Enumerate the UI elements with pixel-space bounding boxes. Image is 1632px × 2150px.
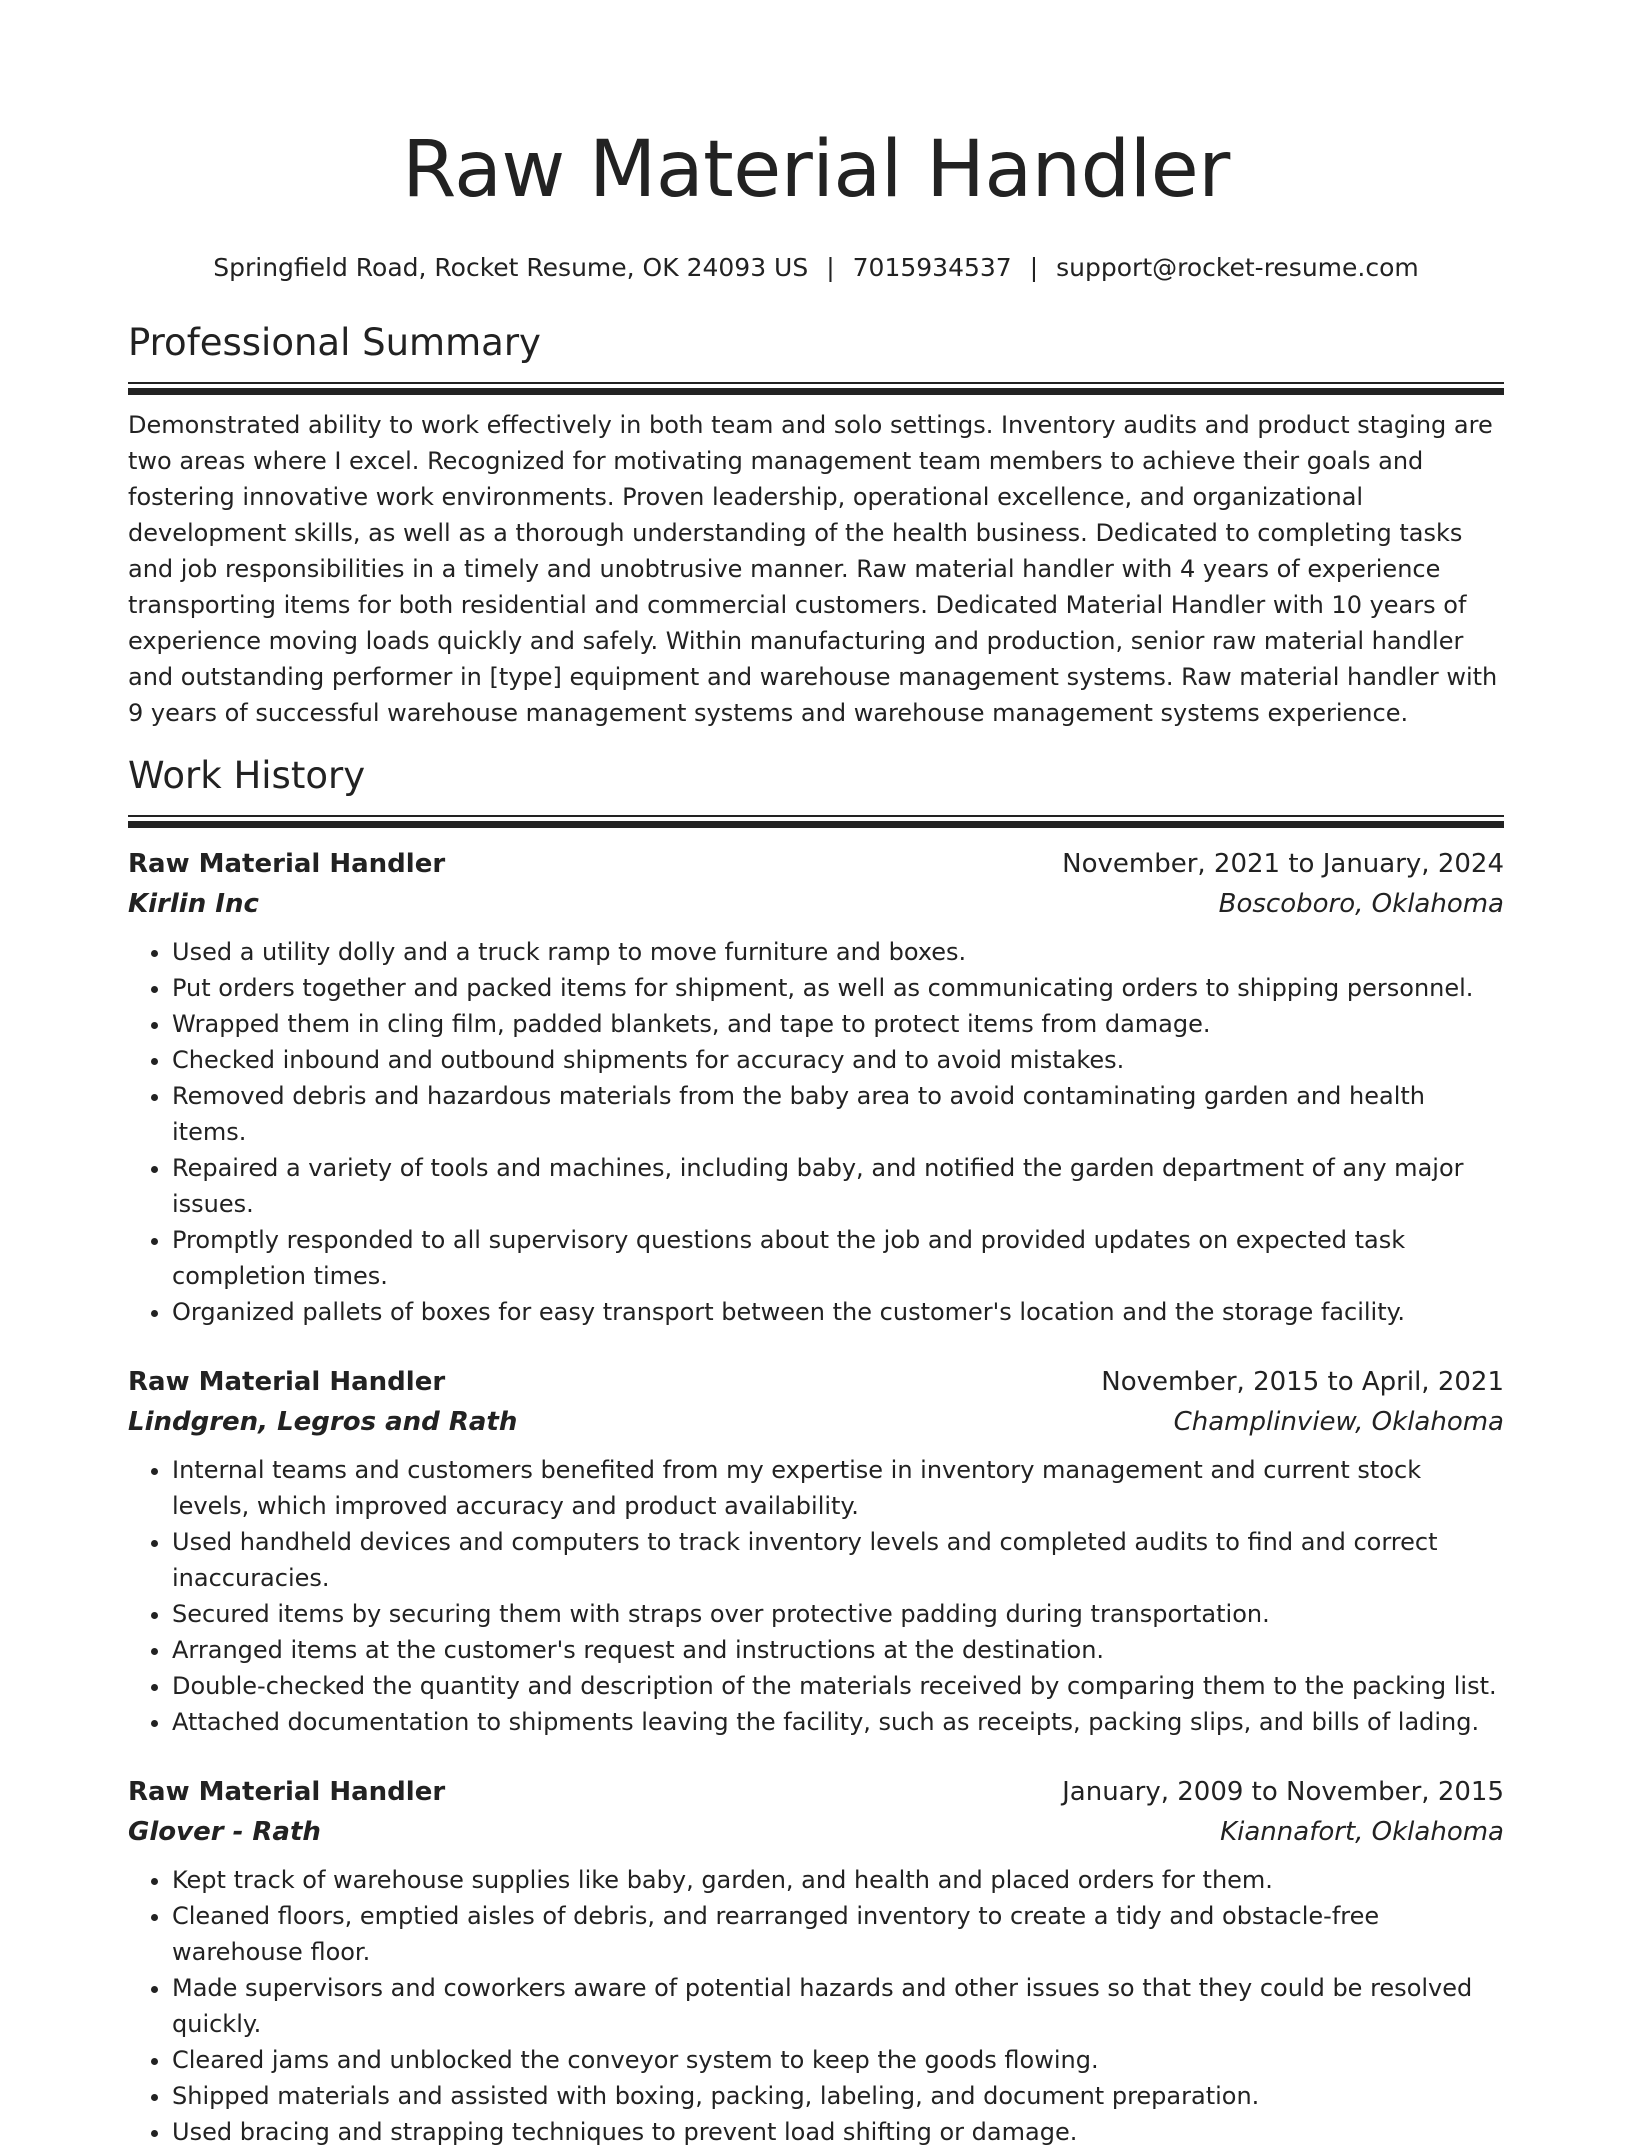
- job-location: Champlinview, Oklahoma: [1173, 1407, 1504, 1437]
- job-duty-item: • Double-checked the quantity and description of the materials received by comparing them to the packing list.: [172, 1668, 1504, 1704]
- job-duty-item: • Removed debris and hazardous materials from the baby area to avoid contaminating garden and health items.: [172, 1078, 1504, 1150]
- job-entry: [128, 1772, 1504, 2150]
- contact-separator: |: [826, 253, 835, 282]
- job-duty-item: • Attached documentation to shipments leaving the facility, such as receipts, packing slips, and bills of lading.: [172, 1704, 1504, 1740]
- job-duty-item: • Put orders together and packed items for shipment, as well as communicating orders to shipping personnel.: [172, 970, 1504, 1006]
- job-duty-item: • Repaired a variety of tools and machines, including baby, and notified the garden department of any major issues.: [172, 1150, 1504, 1222]
- job-dates: November, 2015 to April, 2021: [1101, 1367, 1504, 1397]
- contact-separator: |: [1029, 253, 1039, 282]
- job-duty-item: • Used bracing and strapping techniques to prevent load shifting or damage.: [172, 2114, 1504, 2150]
- work-section-title: Work History: [128, 754, 366, 797]
- job-dates: November, 2021 to January, 2024: [1062, 849, 1504, 879]
- resume-page: [128, 0, 1504, 2150]
- job-duty-item: • Secured items by securing them with straps over protective padding during transportation.: [172, 1596, 1504, 1632]
- job-company: Lindgren, Legros and Rath: [128, 1407, 518, 1437]
- section-divider: [128, 815, 1504, 828]
- job-dates: January, 2009 to November, 2015: [1062, 1777, 1504, 1807]
- job-location: Kiannafort, Oklahoma: [1220, 1817, 1504, 1847]
- job-company-row: [128, 884, 1504, 924]
- job-entry: [128, 844, 1504, 1330]
- job-list: [128, 844, 1504, 2150]
- job-company: Kirlin Inc: [128, 889, 259, 919]
- job-duties-list: [128, 1452, 1504, 1740]
- contact-phone: 7015934537: [852, 253, 1012, 282]
- job-duty-item: • Used handheld devices and computers to track inventory levels and completed audits to find and correct inaccuracies.: [172, 1524, 1504, 1596]
- section-divider: [128, 382, 1504, 395]
- job-header-row: [128, 844, 1504, 884]
- summary-section-title: Professional Summary: [128, 321, 541, 364]
- job-duty-item: • Internal teams and customers benefited from my expertise in inventory management and current stock levels, which improved accuracy and product availability.: [172, 1452, 1504, 1524]
- job-title: Raw Material Handler: [128, 1777, 446, 1807]
- job-duty-item: • Shipped materials and assisted with boxing, packing, labeling, and document preparation.: [172, 2078, 1504, 2114]
- contact-address: Springfield Road, Rocket Resume, OK 24093 US: [213, 253, 809, 282]
- job-duty-item: • Wrapped them in cling film, padded blankets, and tape to protect items from damage.: [172, 1006, 1504, 1042]
- job-duties-list: [128, 1862, 1504, 2150]
- job-location: Boscoboro, Oklahoma: [1218, 889, 1504, 919]
- job-company-row: [128, 1402, 1504, 1442]
- summary-text: Demonstrated ability to work effectively in both team and solo settings. Inventory audits and product staging are two areas where I excel. Recognized for motivating management team members to achieve their goals and fostering innovative work environments. Proven leadership, operational excellence, and organizational development skills, as well as a thorough understanding of the health business. Dedicated to completing tasks and job responsibilities in a timely and unobtrusive manner. Raw material handler with 4 years of experience transporting items for both residential and commercial customers. Dedicated Material Handler with 10 years of experience moving loads quickly and safely. Within manufacturing and production, senior raw material handler and outstanding performer in [type] equipment and warehouse management systems. Raw material handler with 9 years of successful warehouse management systems and warehouse management systems experience.: [128, 411, 1498, 727]
- job-header-row: [128, 1362, 1504, 1402]
- job-duty-item: • Checked inbound and outbound shipments for accuracy and to avoid mistakes.: [172, 1042, 1504, 1078]
- resume-name: Raw Material Handler: [402, 125, 1230, 215]
- job-duty-item: • Organized pallets of boxes for easy transport between the customer's location and the storage facility.: [172, 1294, 1504, 1330]
- job-duty-item: • Made supervisors and coworkers aware of potential hazards and other issues so that they could be resolved quickly.: [172, 1970, 1504, 2042]
- job-title: Raw Material Handler: [128, 1367, 446, 1397]
- contact-line: [128, 252, 1504, 284]
- job-duty-item: • Arranged items at the customer's request and instructions at the destination.: [172, 1632, 1504, 1668]
- contact-email: support@rocket-resume.com: [1056, 253, 1419, 282]
- job-duty-item: • Cleaned floors, emptied aisles of debris, and rearranged inventory to create a tidy and obstacle-free warehouse floor.: [172, 1898, 1504, 1970]
- job-duty-item: • Used a utility dolly and a truck ramp to move furniture and boxes.: [172, 934, 1504, 970]
- job-duties-list: [128, 934, 1504, 1330]
- job-company-row: [128, 1812, 1504, 1852]
- job-duty-item: • Promptly responded to all supervisory questions about the job and provided updates on expected task completion times.: [172, 1222, 1504, 1294]
- job-entry: [128, 1362, 1504, 1740]
- job-duty-item: • Cleared jams and unblocked the conveyor system to keep the goods flowing.: [172, 2042, 1504, 2078]
- job-duty-item: • Kept track of warehouse supplies like baby, garden, and health and placed orders for them.: [172, 1862, 1504, 1898]
- job-title: Raw Material Handler: [128, 849, 446, 879]
- job-header-row: [128, 1772, 1504, 1812]
- job-company: Glover - Rath: [128, 1817, 321, 1847]
